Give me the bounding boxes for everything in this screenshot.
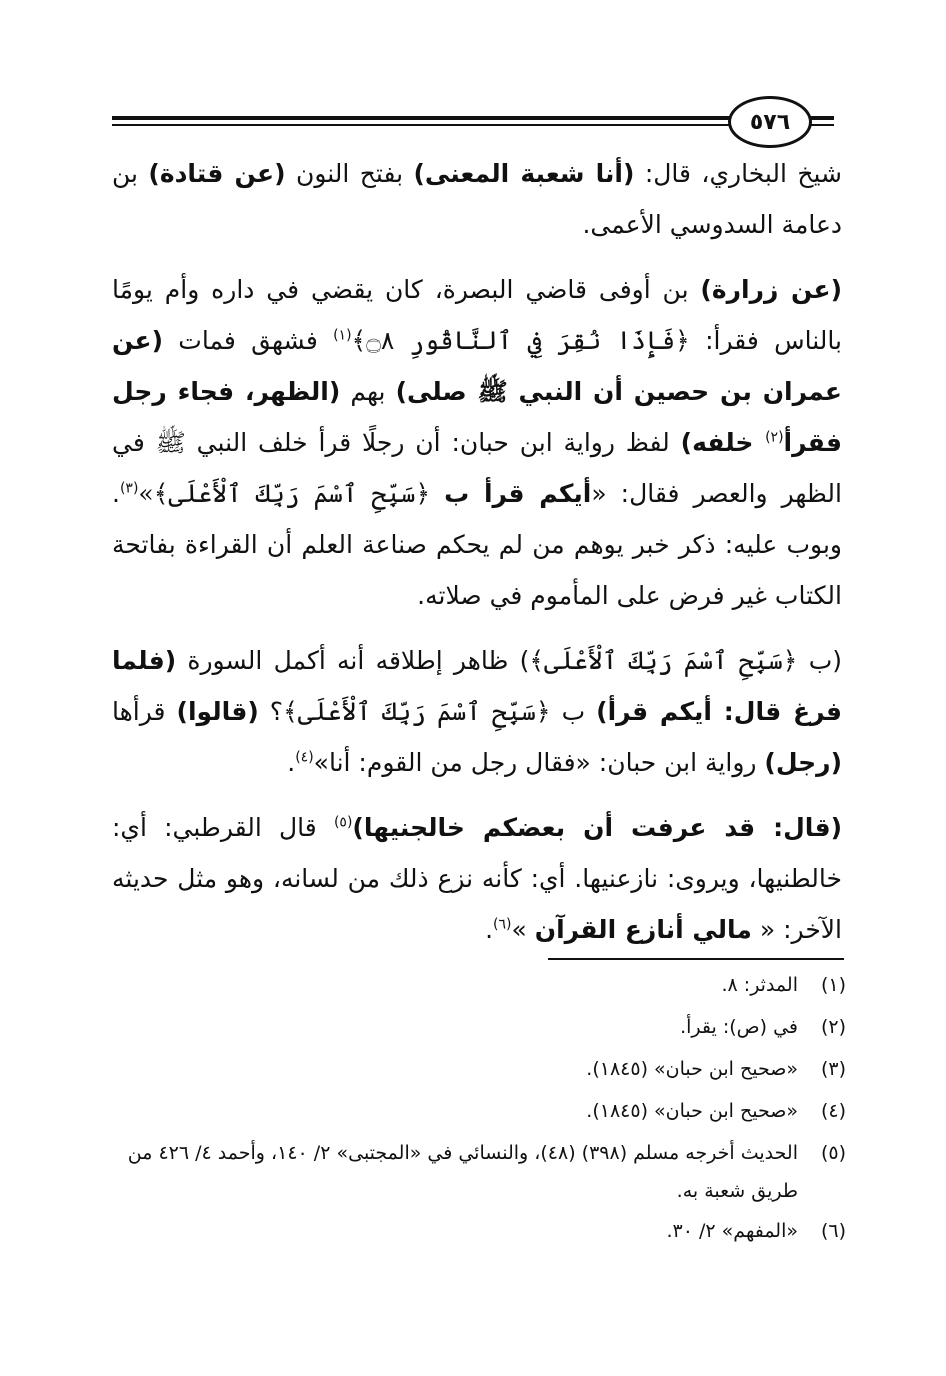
bold-text: خلفه) — [680, 428, 766, 457]
footnote-separator — [548, 958, 844, 960]
footnote-text: «المفهم» ٢/ ٣٠. — [666, 1220, 798, 1242]
footnote — [112, 1090, 846, 1132]
text-segment: (ب — [797, 646, 842, 675]
text-segment: قال القرطبي: أي: خالطنيها، ويروى: نازعنيها. أي: كأنه نزع ذلك من لسانه، وهو مثل حديثه الآخر: « — [112, 813, 842, 944]
quran-verse: ﴿سَبِّحِ ٱسْمَ رَبِّكَ ٱلْأَعْلَى﴾» — [138, 479, 445, 508]
footnote — [112, 1006, 846, 1048]
paragraph — [112, 802, 842, 955]
footnote-ref: (٢) — [765, 429, 784, 446]
bold-text: (قال: قد عرفت أن بعضكم خالجنيها) — [352, 813, 842, 842]
text-segment: . وبوب عليه: ذكر خبر يوهم من لم يحكم صناعة العلم أن القراءة بفاتحة الكتاب غير فرض على المأموم في صلاته. — [112, 479, 842, 610]
footnote-ref: (٤) — [295, 749, 314, 766]
quran-verse: ﴿سَبِّحِ ٱسْمَ رَبِّكَ ٱلْأَعْلَى﴾ — [283, 697, 551, 726]
bold-text: (الظهر، فجاء رجل فقرأ — [112, 377, 843, 457]
paragraph — [112, 264, 842, 621]
bold-text: (قالوا) — [176, 697, 259, 726]
text-segment: » — [511, 915, 535, 944]
bold-text: (أنا شعبة المعنى) — [413, 159, 635, 188]
footnote-number: (٤) — [820, 1100, 846, 1122]
text-segment: بن دعامة السدوسي الأعمى. — [112, 159, 842, 239]
text-segment: لفظ رواية ابن حبان: أن رجلًا قرأ خلف النبي ﷺ في الظهر والعصر فقال: « — [112, 428, 843, 508]
text-segment: بن أوفى قاضي البصرة، كان يقضي في داره وأم يومًا بالناس فقرأ: — [112, 275, 842, 355]
footnote-number: (٦) — [820, 1220, 846, 1242]
text-segment: . — [485, 915, 494, 944]
footnote — [112, 964, 846, 1006]
text-segment: شيخ البخاري، قال: — [634, 159, 842, 188]
text-segment: . — [287, 748, 296, 777]
footnote-ref: (١) — [333, 327, 352, 344]
text-segment: ب — [550, 697, 597, 726]
footnote-ref: (٥) — [333, 814, 353, 831]
footnote-text: «صحيح ابن حبان» (١٨٤٥). — [586, 1100, 798, 1122]
footnote — [112, 1210, 846, 1252]
header-rule-thick — [112, 116, 776, 120]
bold-text: مالي أنازع القرآن — [534, 915, 752, 944]
paragraph — [112, 148, 842, 250]
bold-text: (عن زرارة) — [700, 275, 842, 304]
paragraph — [112, 635, 842, 788]
footnote-text: «صحيح ابن حبان» (١٨٤٥). — [586, 1058, 798, 1080]
text-segment: بفتح النون — [285, 159, 414, 188]
quran-verse: ﴿فَإِذَا نُقِرَ فِي ٱلنَّاقُورِ ۝٨﴾ — [351, 326, 690, 355]
footnote-text: المدثر: ٨. — [721, 974, 798, 996]
bold-text: (فلما فرغ قال: أيكم قرأ) — [112, 646, 842, 726]
text-segment: رواية ابن حبان: «فقال رجل من القوم: أنا» — [313, 748, 765, 777]
bold-text: (رجل) — [764, 748, 842, 777]
footnotes — [112, 964, 846, 1252]
quran-verse: ﴿سَبِّحِ ٱسْمَ رَبِّكَ ٱلْأَعْلَى﴾ — [529, 646, 798, 675]
text-segment: قرأها — [112, 697, 177, 726]
footnote-number: (١) — [820, 974, 846, 996]
main-text — [112, 148, 842, 969]
page-header — [112, 88, 834, 148]
footnote-number: (٢) — [820, 1016, 846, 1038]
footnote — [112, 1048, 846, 1090]
bold-text: (عن قتادة) — [148, 159, 286, 188]
header-rule-thin — [112, 124, 776, 126]
bold-text: (عن عمران بن حصين أن النبي ﷺ صلى) — [112, 326, 843, 406]
text-segment: فشهق فمات — [163, 326, 334, 355]
footnote — [112, 1132, 846, 1210]
page-number: ٥٧٦ — [728, 96, 812, 148]
footnote-text: الحديث أخرجه مسلم (٣٩٨) (٤٨)، والنسائي في «المجتبى» ٢/ ١٤٠، وأحمد ٤/ ٤٢٦ من طريق شعبة به. — [127, 1142, 798, 1202]
bold-text: أيكم قرأ ب — [444, 479, 592, 508]
footnote-text: في (ص): يقرأ. — [680, 1016, 798, 1038]
text-segment: ؟ — [258, 697, 284, 726]
footnote-ref: (٦) — [493, 916, 512, 933]
footnote-ref: (٣) — [119, 480, 139, 497]
text-segment: ) ظاهر إطلاقه أنه أكمل السورة — [176, 646, 530, 675]
footnote-number: (٣) — [820, 1058, 846, 1080]
text-segment: بهم — [340, 377, 396, 406]
footnote-number: (٥) — [820, 1142, 846, 1164]
